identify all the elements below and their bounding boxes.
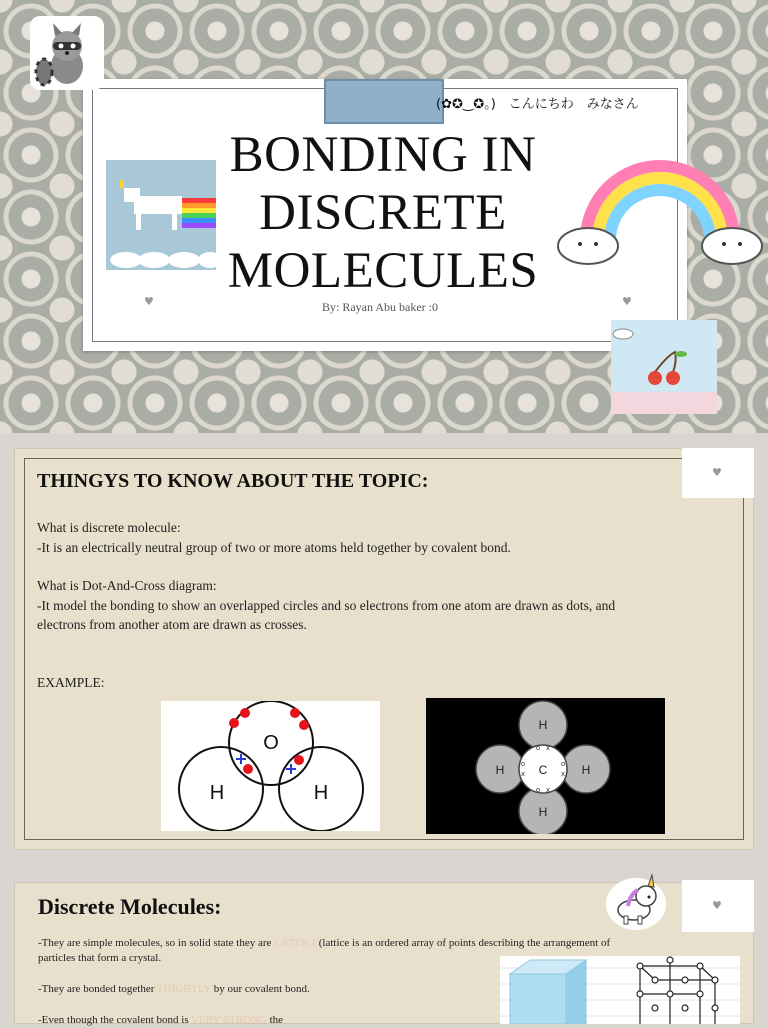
heart-icon: ♥ <box>712 899 722 912</box>
water-right-atom: H <box>313 782 329 804</box>
p1-text-end: (lattice is an ordered array of points describing the arrangement of <box>318 937 611 949</box>
methane-diagram <box>426 698 665 834</box>
cherry-sticker-icon <box>611 320 717 414</box>
title-line-1: BONDING IN <box>229 127 537 183</box>
greeting-text: (✿✪‿✪｡) こんにちわ みなさん <box>436 97 639 112</box>
page-title <box>200 126 566 300</box>
ice-lattice-image <box>500 956 740 1024</box>
unicorn-sticker-icon <box>604 872 668 932</box>
rainbow-sticker-icon <box>552 150 768 270</box>
heart-icon: ♥ <box>622 295 632 308</box>
bond-mark: o <box>535 786 541 794</box>
p3-highlight: VERY STRONG <box>191 1014 267 1026</box>
topic-heading: THINGYS TO KNOW ABOUT THE TOPIC: <box>37 470 429 492</box>
p1-highlight: LATTICE <box>274 937 319 949</box>
discrete-paragraph-2 <box>38 982 498 997</box>
heart-icon: ♥ <box>712 466 722 479</box>
bond-mark: o <box>535 744 541 752</box>
title-line-3: MOLECULES <box>227 243 539 299</box>
water-diagram <box>161 701 380 831</box>
byline: By: Rayan Abu baker :0 <box>322 300 438 314</box>
title-line-2: DISCRETE <box>259 185 507 241</box>
bond-mark: x <box>520 770 526 778</box>
methane-top-atom: H <box>538 718 548 732</box>
methane-bottom-atom: H <box>538 805 548 819</box>
p2-highlight: THIGHTLY <box>156 983 212 995</box>
methane-center-atom: C <box>538 763 548 777</box>
bond-mark: o <box>560 760 566 768</box>
water-left-atom: H <box>209 782 225 804</box>
answer-dot-cross-line-2: electrons from another atom are drawn as crosses. <box>37 617 307 632</box>
discrete-paragraph-3 <box>38 1013 498 1028</box>
bond-mark: x <box>545 744 551 752</box>
question-dot-cross: What is Dot-And-Cross diagram: <box>37 578 217 593</box>
unicorn-rainbow-sticker-icon <box>106 160 216 270</box>
methane-left-atom: H <box>495 763 505 777</box>
water-center-atom: O <box>263 732 279 754</box>
answer-discrete: -It is an electrically neutral group of two or more atoms held together by covalent bond. <box>37 540 511 555</box>
p2-text: -They are bonded together <box>38 983 157 995</box>
bond-mark: x <box>545 786 551 794</box>
heart-icon: ♥ <box>144 295 154 308</box>
discrete-heading: Discrete Molecules: <box>38 894 222 919</box>
raccoon-sticker-icon <box>28 14 106 92</box>
p3-text: -Even though the covalent bond is <box>38 1014 192 1026</box>
answer-dot-cross-line-1: -It model the bonding to show an overlapped circles and so electrons from one atom are drawn as dots, and <box>37 598 616 613</box>
blue-tab-decoration <box>324 79 444 124</box>
p1-text: -They are simple molecules, so in solid state they are <box>38 937 275 949</box>
p3-text-end: the <box>266 1014 284 1026</box>
p2-text-end: by our covalent bond. <box>211 983 310 995</box>
bond-mark: o <box>520 760 526 768</box>
methane-right-atom: H <box>581 763 591 777</box>
p1-line-2: particles that form a crystal. <box>38 952 162 964</box>
bond-mark: x <box>560 770 566 778</box>
example-label: EXAMPLE: <box>37 675 105 690</box>
question-discrete: What is discrete molecule: <box>37 520 181 535</box>
